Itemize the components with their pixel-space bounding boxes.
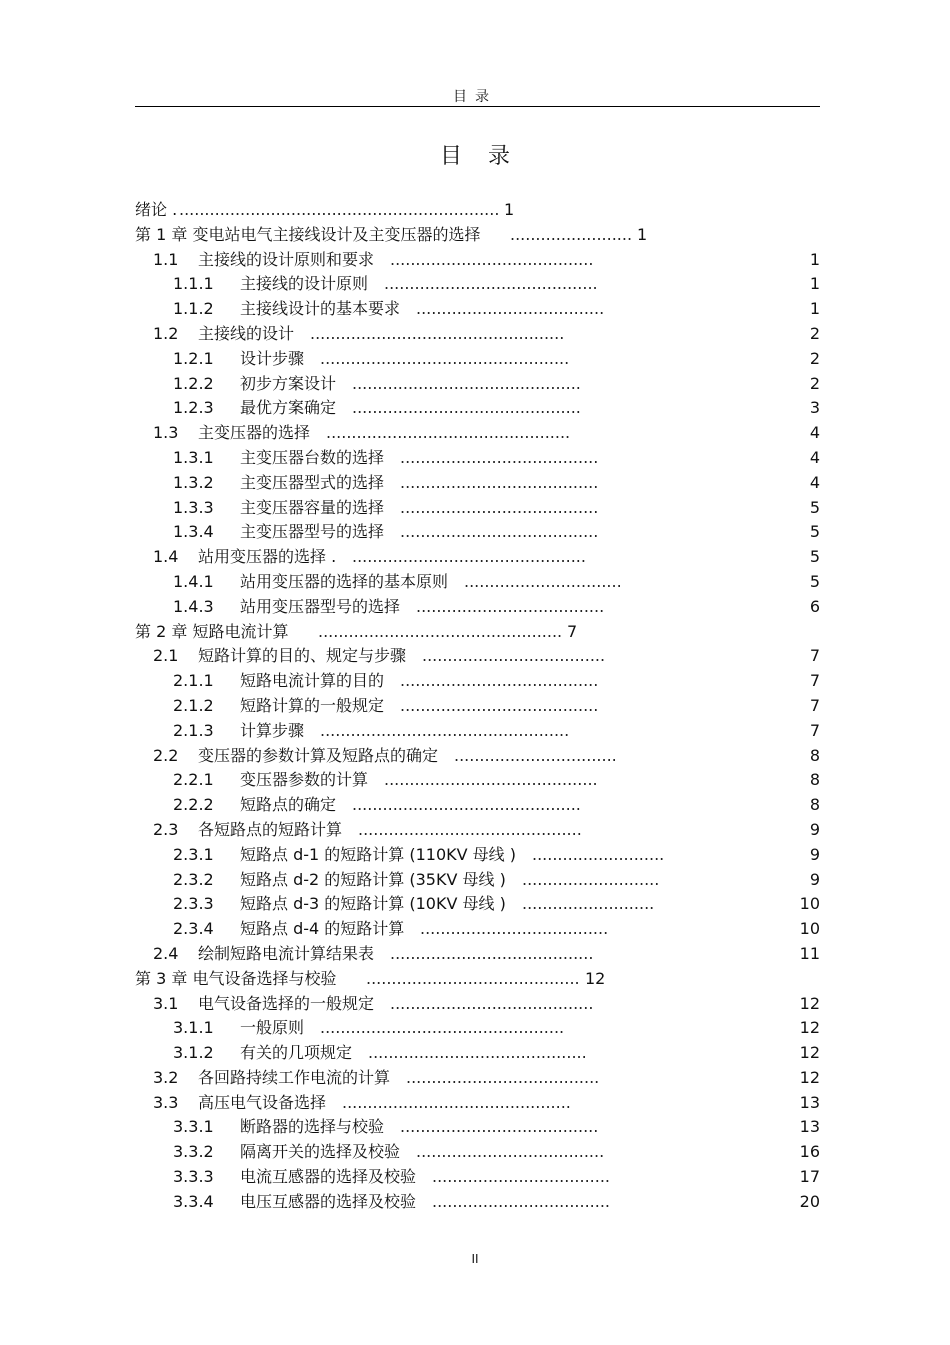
toc-entry-leader: ................................................ (320, 1018, 565, 1038)
toc-entry-page: 1 (809, 274, 820, 294)
toc-entry-number: 1.2.3 (173, 398, 214, 418)
toc-entry-page: 3 (809, 398, 820, 418)
toc-entry[interactable] (135, 396, 820, 421)
toc-entry-page: 8 (809, 745, 820, 765)
running-header: 目录 (453, 89, 497, 105)
toc-entry-page: 5 (809, 522, 820, 542)
toc-entry-page: 2 (809, 348, 820, 368)
toc-entry-leader: ................................................. (320, 720, 570, 740)
toc-entry-number: 1.4.3 (173, 596, 214, 616)
toc-entry-leader: ................................................ (326, 423, 571, 443)
toc-entry[interactable] (135, 1016, 820, 1041)
toc-entry[interactable] (135, 818, 820, 843)
toc-entry-number: 3.3.1 (173, 1117, 214, 1137)
toc-entry-number: 2.3.3 (173, 894, 214, 914)
toc-entry-page: 1 (637, 224, 648, 244)
toc-entry-title: 计算步骤 (240, 720, 305, 740)
toc-entry[interactable] (135, 1140, 820, 1165)
toc-entry-title: 短路点 d-1 的短路计算 (110KV 母线 ) (240, 844, 517, 864)
toc-entry-title: 隔离开关的选择及校验 (240, 1142, 401, 1162)
toc-entry-title: 主变压器容量的选择 (240, 497, 385, 517)
toc-entry-leader: ........................................ (390, 943, 594, 963)
toc-entry-leader: .................................................. (310, 323, 565, 343)
toc-entry-title: 断路器的选择与校验 (240, 1117, 385, 1137)
toc-entry[interactable] (135, 892, 820, 917)
toc-entry-number: 1.1.2 (173, 299, 214, 319)
toc-entry-leader: ................................................ (318, 621, 563, 641)
toc-entry-number: 1.2 (153, 323, 179, 343)
toc-entry-title: 短路计算的目的、规定与步骤 (198, 646, 407, 666)
toc-entry-number: 1.3 (153, 423, 179, 443)
toc-entry-page: 4 (809, 423, 820, 443)
toc-entry-page: 7 (809, 671, 820, 691)
toc-entry[interactable] (135, 1165, 820, 1190)
toc-entry[interactable] (135, 248, 820, 273)
toc-entry-number: 1.2.1 (173, 348, 214, 368)
toc-entry-title: 第 3 章 电气设备选择与校验 (135, 968, 337, 988)
toc-entry-page: 10 (799, 894, 820, 914)
toc-entry-leader: ........................................ (390, 993, 594, 1013)
toc-entry-page: 6 (809, 596, 820, 616)
toc-entry-page: 10 (799, 919, 820, 939)
toc-entry-title: 电气设备选择的一般规定 (198, 993, 375, 1013)
toc-entry-page: 8 (809, 770, 820, 790)
toc-entry[interactable] (135, 272, 820, 297)
toc-entry-number: 2.1.2 (173, 695, 214, 715)
toc-entry-title: 绘制短路电流计算结果表 (198, 943, 375, 963)
toc-entry-title: 各短路点的短路计算 (198, 819, 343, 839)
toc-entry-title: 变压器参数的计算 (240, 770, 369, 790)
toc-entry-leader: ..................................... (420, 919, 609, 939)
toc-entry-title: 短路电流计算的目的 (240, 671, 385, 691)
toc-entry-title: 短路点的确定 (240, 795, 337, 815)
toc-entry-leader: ....................................... (400, 1117, 599, 1137)
toc-entry-page: 7 (809, 720, 820, 740)
toc-entry-title: 主接线设计的基本要求 (240, 299, 401, 319)
toc-entry[interactable] (135, 223, 820, 248)
toc-entry-number: 1.4.1 (173, 571, 214, 591)
toc-entry-number: 1.4 (153, 547, 179, 567)
toc-entry-page: 12 (585, 968, 606, 988)
toc-entry-leader: ..................................... (416, 596, 605, 616)
toc-entry-title: 主变压器台数的选择 (240, 447, 385, 467)
page-title: 目录 (439, 144, 536, 169)
toc-entry-title: 最优方案确定 (240, 398, 337, 418)
toc-entry-title: 第 1 章 变电站电气主接线设计及主变压器的选择 (135, 224, 481, 244)
toc-entry[interactable] (135, 992, 820, 1017)
toc-entry-page: 12 (799, 1043, 820, 1063)
toc-entry-leader: ............................................ (358, 819, 582, 839)
toc-entry[interactable] (135, 620, 820, 645)
toc-entry[interactable] (135, 545, 820, 570)
toc-entry[interactable] (135, 198, 820, 223)
toc-entry-page: 4 (809, 472, 820, 492)
toc-entry-page: 5 (809, 497, 820, 517)
toc-entry-number: 1.3.3 (173, 497, 214, 517)
toc-entry-page: 11 (799, 943, 820, 963)
toc-entry-number: 2.3.1 (173, 844, 214, 864)
toc-entry-page: 7 (809, 695, 820, 715)
toc-entry-title: 主接线的设计 (198, 323, 295, 343)
toc-entry-page: 12 (799, 993, 820, 1013)
toc-entry-number: 1.2.2 (173, 373, 214, 393)
toc-entry-leader: ....................................... (400, 447, 599, 467)
page-number: II (471, 1252, 479, 1266)
toc-entry[interactable] (135, 595, 820, 620)
toc-entry-title: 绪论 . (135, 200, 178, 219)
toc-entry-number: 2.1.1 (173, 671, 214, 691)
toc-entry-page: 1 (809, 299, 820, 319)
toc-entry-leader: ........................ (510, 224, 633, 244)
toc-entry-number: 3.3.2 (173, 1142, 214, 1162)
toc-entry-number: 2.3 (153, 819, 179, 839)
toc-entry-title: 电流互感器的选择及校验 (240, 1167, 417, 1187)
toc-entry-number: 1.3.2 (173, 472, 214, 492)
toc-entry[interactable] (135, 1091, 820, 1116)
toc-entry-title: 第 2 章 短路电流计算 (135, 621, 289, 641)
toc-entry-number: 3.3.4 (173, 1191, 214, 1211)
toc-entry-number: 3.3 (153, 1092, 179, 1112)
toc-entry-title: 短路点 d-3 的短路计算 (10KV 母线 ) (240, 894, 506, 914)
toc-entry[interactable] (135, 520, 820, 545)
toc-entry-title: 主接线的设计原则和要求 (198, 249, 375, 269)
toc-entry-number: 1.3.4 (173, 522, 214, 542)
toc-entry-leader: ............................................. (352, 373, 581, 393)
toc-entry-number: 3.3.3 (173, 1167, 214, 1187)
toc-entry-leader: ....................................... (400, 695, 599, 715)
toc-entry-number: 3.1.2 (173, 1043, 214, 1063)
toc-entry-leader: ....................................... (400, 472, 599, 492)
toc-entry-leader: ........................... (522, 869, 660, 889)
toc-entry[interactable] (135, 471, 820, 496)
toc-entry-number: 3.1.1 (173, 1018, 214, 1038)
toc-entry-page: 1 (809, 249, 820, 269)
toc-entry[interactable] (135, 917, 820, 942)
toc-entry-number: 2.4 (153, 943, 179, 963)
toc-entry-page: 12 (799, 1018, 820, 1038)
toc-entry-leader: ................................... (432, 1191, 611, 1211)
toc-entry-page: 5 (809, 571, 820, 591)
toc-entry[interactable] (135, 942, 820, 967)
toc-entry[interactable] (135, 868, 820, 893)
toc-entry-leader: ............................................. (352, 795, 581, 815)
toc-entry-number: 1.1.1 (173, 274, 214, 294)
toc-entry-title: 主接线的设计原则 (240, 274, 369, 294)
toc-entry-page: 13 (799, 1117, 820, 1137)
toc-entry-leader: ..................................... (416, 1142, 605, 1162)
table-of-contents (135, 198, 820, 1215)
toc-entry-title: 设计步骤 (240, 348, 305, 368)
toc-entry-page: 13 (799, 1092, 820, 1112)
toc-entry[interactable] (135, 421, 820, 446)
toc-entry-number: 1.3.1 (173, 447, 214, 467)
toc-entry[interactable] (135, 372, 820, 397)
toc-entry-title: 主变压器型式的选择 (240, 472, 385, 492)
toc-entry-title: 站用变压器的选择的基本原则 (240, 571, 449, 591)
toc-entry-page: 1 (504, 200, 515, 219)
toc-entry-page: 7 (567, 621, 578, 641)
toc-entry-title: 电压互感器的选择及校验 (240, 1191, 417, 1211)
toc-entry[interactable] (135, 570, 820, 595)
toc-entry[interactable] (135, 496, 820, 521)
toc-entry-number: 2.2.2 (173, 795, 214, 815)
toc-entry-leader: ........................................... (368, 1043, 587, 1063)
toc-entry-leader: ....................................... (400, 522, 599, 542)
toc-entry-number: 1.1 (153, 249, 179, 269)
toc-entry[interactable] (135, 446, 820, 471)
toc-entry-title: 短路点 d-2 的短路计算 (35KV 母线 ) (240, 869, 506, 889)
toc-entry-leader: ............................................. (342, 1092, 571, 1112)
toc-entry-page: 2 (809, 373, 820, 393)
toc-entry-leader: .......................... (532, 844, 665, 864)
toc-entry-leader: ....................................... (400, 671, 599, 691)
toc-entry-leader: ............................................................... (179, 200, 500, 219)
toc-entry-title: 初步方案设计 (240, 373, 337, 393)
toc-entry-title: 站用变压器型号的选择 (240, 596, 401, 616)
toc-entry-leader: .......................................... (384, 274, 598, 294)
toc-entry-leader: ................................ (454, 745, 617, 765)
toc-entry-number: 3.2 (153, 1067, 179, 1087)
toc-entry-number: 2.2 (153, 745, 179, 765)
toc-entry-page: 4 (809, 447, 820, 467)
toc-entry-number: 2.1.3 (173, 720, 214, 740)
toc-entry-title: 一般原则 (240, 1018, 305, 1038)
toc-entry[interactable] (135, 719, 820, 744)
toc-entry-page: 17 (799, 1167, 820, 1187)
toc-entry-leader: ................................... (432, 1167, 611, 1187)
toc-entry-page: 5 (809, 547, 820, 567)
toc-entry-number: 2.3.2 (173, 869, 214, 889)
toc-entry-leader: ............................................. (352, 398, 581, 418)
toc-entry[interactable] (135, 1190, 820, 1215)
toc-entry-title: 变压器的参数计算及短路点的确定 (198, 745, 439, 765)
header-rule (135, 106, 820, 107)
toc-entry-title: 主变压器的选择 (198, 423, 311, 443)
toc-entry[interactable] (135, 669, 820, 694)
toc-entry-leader: .............................................. (352, 547, 586, 567)
toc-entry-page: 16 (799, 1142, 820, 1162)
toc-entry-leader: ....................................... (400, 497, 599, 517)
toc-entry-page: 8 (809, 795, 820, 815)
toc-entry-leader: .......................................... (384, 770, 598, 790)
toc-entry-leader: ..................................... (416, 299, 605, 319)
toc-entry-page: 20 (799, 1191, 820, 1211)
toc-entry-number: 2.3.4 (173, 919, 214, 939)
toc-entry[interactable] (135, 768, 820, 793)
toc-entry[interactable] (135, 694, 820, 719)
toc-entry-title: 各回路持续工作电流的计算 (198, 1067, 391, 1087)
toc-entry-leader: ........................................ (390, 249, 594, 269)
toc-entry[interactable] (135, 297, 820, 322)
toc-entry-number: 3.1 (153, 993, 179, 1013)
toc-entry-page: 2 (809, 323, 820, 343)
toc-entry-title: 高压电气设备选择 (198, 1092, 327, 1112)
toc-entry-title: 有关的几项规定 (240, 1043, 353, 1063)
toc-entry-leader: .................................... (422, 646, 606, 666)
toc-entry-page: 9 (809, 869, 820, 889)
toc-entry-page: 7 (809, 646, 820, 666)
toc-entry-page: 12 (799, 1067, 820, 1087)
toc-entry[interactable] (135, 347, 820, 372)
toc-entry[interactable] (135, 1041, 820, 1066)
toc-entry[interactable] (135, 1115, 820, 1140)
toc-entry-number: 2.2.1 (173, 770, 214, 790)
toc-entry[interactable] (135, 744, 820, 769)
toc-entry[interactable] (135, 843, 820, 868)
toc-entry-leader: ............................... (464, 571, 622, 591)
toc-entry-leader: ................................................. (320, 348, 570, 368)
toc-entry-title: 站用变压器的选择 . (198, 547, 337, 567)
toc-entry-leader: .......................... (522, 894, 655, 914)
toc-entry-page: 9 (809, 844, 820, 864)
toc-entry-leader: ...................................... (406, 1067, 600, 1087)
toc-entry[interactable] (135, 322, 820, 347)
toc-entry-title: 主变压器型号的选择 (240, 522, 385, 542)
toc-entry-title: 短路计算的一般规定 (240, 695, 385, 715)
toc-entry-page: 9 (809, 819, 820, 839)
toc-entry[interactable] (135, 967, 820, 992)
toc-entry[interactable] (135, 793, 820, 818)
toc-entry[interactable] (135, 644, 820, 669)
toc-entry[interactable] (135, 1066, 820, 1091)
toc-entry-number: 2.1 (153, 646, 179, 666)
toc-entry-title: 短路点 d-4 的短路计算 (240, 919, 405, 939)
toc-entry-leader: .......................................... (366, 968, 580, 988)
